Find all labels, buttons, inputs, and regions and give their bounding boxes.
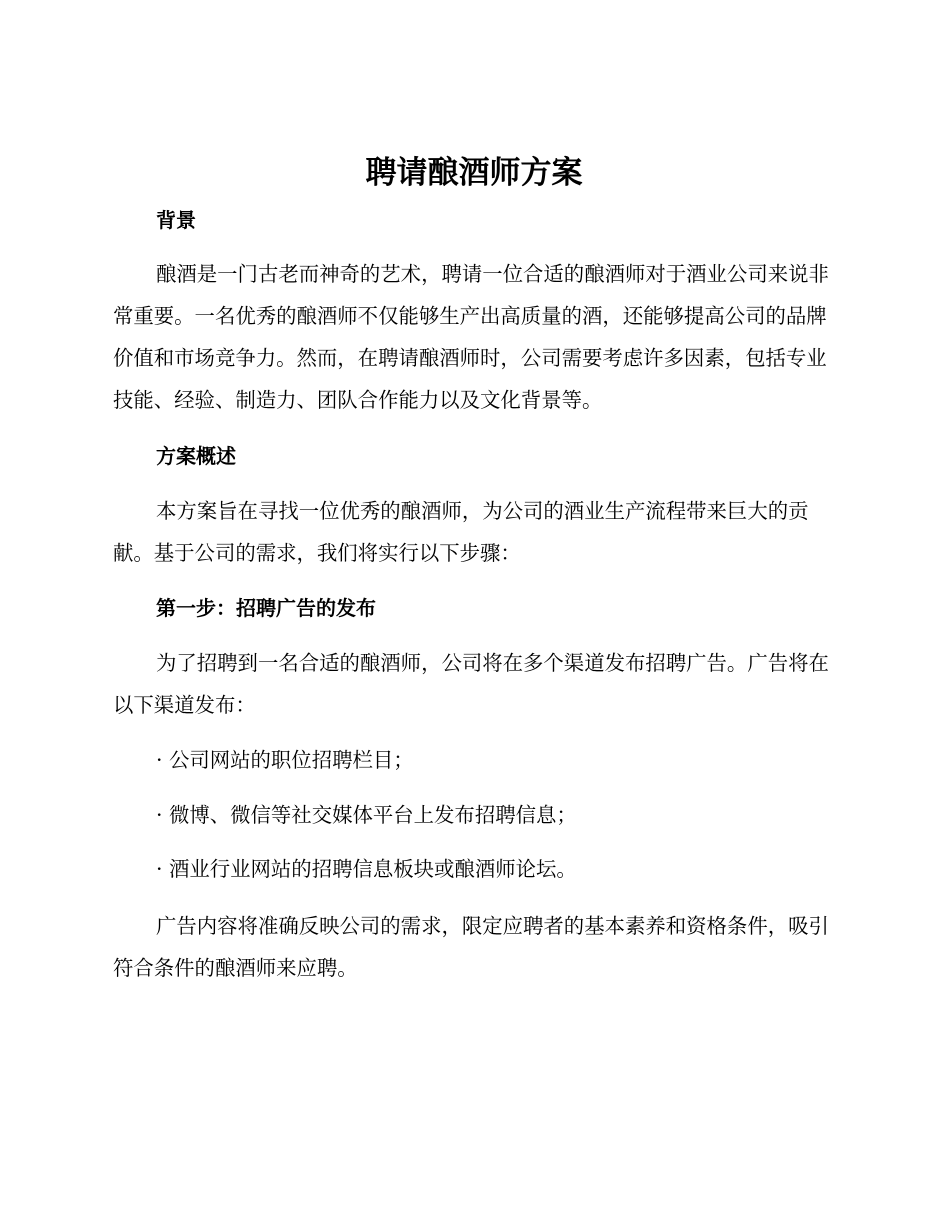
paragraph-closing: 广告内容将准确反映公司的需求，限定应聘者的基本素养和资格条件，吸引符合条件的酿酒师来应聘。 — [113, 914, 829, 980]
list-item: · 酒业行业网站的招聘信息板块或酿酒师论坛。 — [156, 857, 577, 881]
heading-step1: 第一步：招聘广告的发布 — [156, 596, 376, 620]
heading-overview: 方案概述 — [156, 444, 236, 468]
paragraph-overview: 本方案旨在寻找一位优秀的酿酒师，为公司的酒业生产流程带来巨大的贡献。基于公司的需求，我们将实行以下步骤： — [113, 499, 809, 565]
paragraph-step1: 为了招聘到一名合适的酿酒师，公司将在多个渠道发布招聘广告。广告将在以下渠道发布： — [113, 651, 829, 717]
list-item: · 公司网站的职位招聘栏目； — [156, 748, 414, 772]
list-item: · 微博、微信等社交媒体平台上发布招聘信息； — [156, 803, 577, 827]
paragraph-background: 酿酒是一门古老而神奇的艺术，聘请一位合适的酿酒师对于酒业公司来说非常重要。一名优秀的酿酒师不仅能够生产出高质量的酒，还能够提高公司的品牌价值和市场竞争力。然而，在聘请酿酒师时，公司需要考虑许多因素，包括专业技能、经验、制造力、团队合作能力以及文化背景等。 — [113, 262, 829, 412]
document-title: 聘请酿酒师方案 — [365, 155, 583, 191]
heading-background: 背景 — [156, 208, 196, 232]
